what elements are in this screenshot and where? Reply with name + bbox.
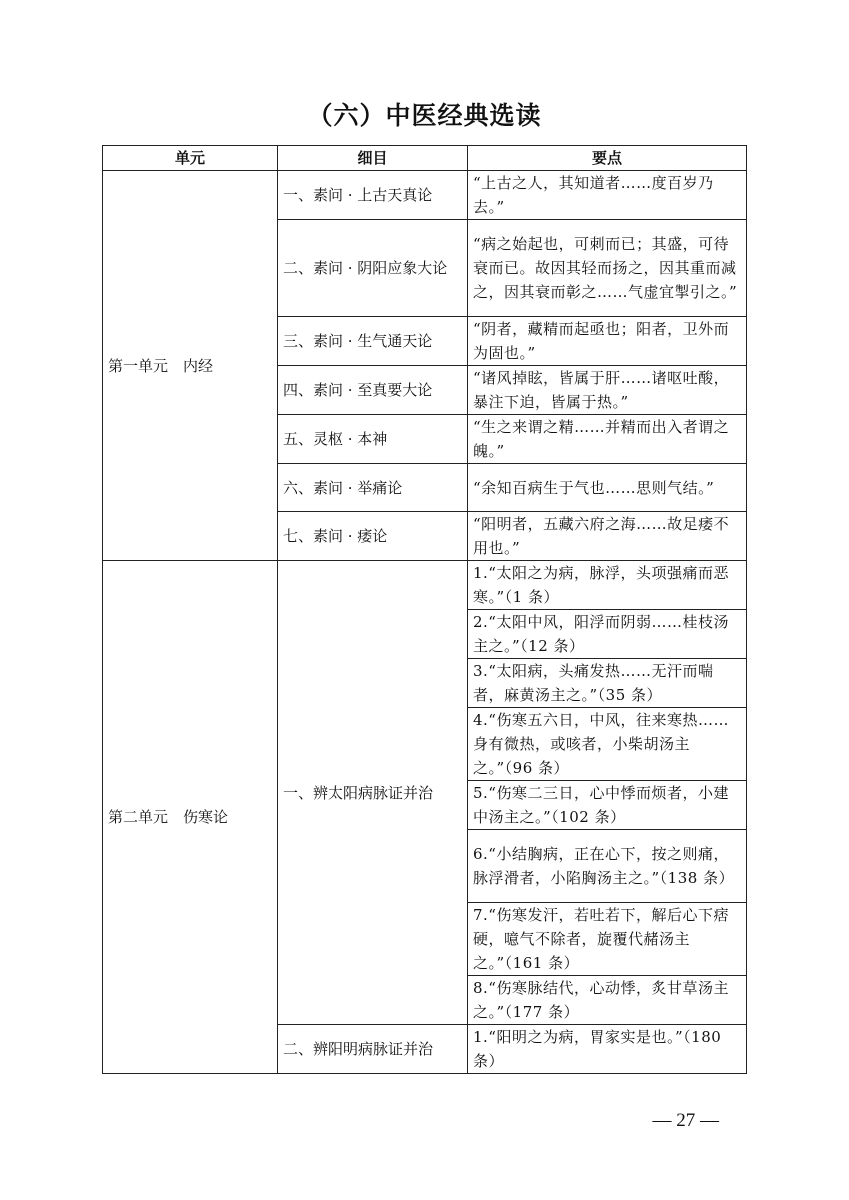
point-cell: “病之始起也，可刺而已；其盛，可待衰而已。故因其轻而扬之，因其重而减之，因其衰而彰之……气虚宜掣引之。” bbox=[468, 220, 747, 317]
unit-cell: 第二单元 伤寒论 bbox=[103, 561, 278, 1074]
page-title: （六）中医经典选读 bbox=[307, 101, 542, 130]
item-cell: 一、辨太阳病脉证并治 bbox=[278, 561, 468, 1025]
item-cell: 五、灵枢 · 本神 bbox=[278, 415, 468, 464]
header-unit: 单元 bbox=[103, 146, 278, 171]
point-cell: 1.“阳明之为病，胃家实是也。”（180 条） bbox=[468, 1025, 747, 1074]
point-cell: 6.“小结胸病，正在心下，按之则痛，脉浮滑者，小陷胸汤主之。”（138 条） bbox=[468, 830, 747, 903]
point-cell: 7.“伤寒发汗，若吐若下，解后心下痞硬，噫气不除者，旋覆代赭汤主之。”（161 条） bbox=[468, 903, 747, 976]
point-cell: 1.“太阳之为病，脉浮，头项强痛而恶寒。”（1 条） bbox=[468, 561, 747, 610]
point-cell: “上古之人，其知道者……度百岁乃去。” bbox=[468, 171, 747, 220]
page-number: — 27 — bbox=[652, 1110, 719, 1131]
point-cell: “余知百病生于气也……思则气结。” bbox=[468, 464, 747, 512]
item-cell: 七、素问 · 痿论 bbox=[278, 512, 468, 561]
header-item: 细目 bbox=[278, 146, 468, 171]
item-cell: 三、素问 · 生气通天论 bbox=[278, 317, 468, 366]
point-cell: “诸风掉眩，皆属于肝……诸呕吐酸，暴注下迫，皆属于热。” bbox=[468, 366, 747, 415]
header-point: 要点 bbox=[468, 146, 747, 171]
point-cell: 8.“伤寒脉结代，心动悸，炙甘草汤主之。”（177 条） bbox=[468, 976, 747, 1025]
table-header-row bbox=[103, 146, 747, 171]
point-cell: 5.“伤寒二三日，心中悸而烦者，小建中汤主之。”（102 条） bbox=[468, 781, 747, 830]
point-cell: 2.“太阳中风，阳浮而阴弱……桂枝汤主之。”（12 条） bbox=[468, 610, 747, 659]
syllabus-table bbox=[102, 145, 747, 1074]
table-row bbox=[103, 171, 747, 220]
point-cell: “生之来谓之精……并精而出入者谓之魄。” bbox=[468, 415, 747, 464]
table-row bbox=[103, 561, 747, 610]
point-cell: 3.“太阳病，头痛发热……无汗而喘者，麻黄汤主之。”（35 条） bbox=[468, 659, 747, 708]
unit-cell: 第一单元 内经 bbox=[103, 171, 278, 561]
item-cell: 六、素问 · 举痛论 bbox=[278, 464, 468, 512]
point-cell: 4.“伤寒五六日，中风，往来寒热……身有微热，或咳者，小柴胡汤主之。”（96 条） bbox=[468, 708, 747, 781]
item-cell: 二、素问 · 阴阳应象大论 bbox=[278, 220, 468, 317]
item-cell: 一、素问 · 上古天真论 bbox=[278, 171, 468, 220]
item-cell: 二、辨阳明病脉证并治 bbox=[278, 1025, 468, 1074]
point-cell: “阴者，藏精而起亟也；阳者，卫外而为固也。” bbox=[468, 317, 747, 366]
point-cell: “阳明者，五藏六府之海……故足痿不用也。” bbox=[468, 512, 747, 561]
item-cell: 四、素问 · 至真要大论 bbox=[278, 366, 468, 415]
